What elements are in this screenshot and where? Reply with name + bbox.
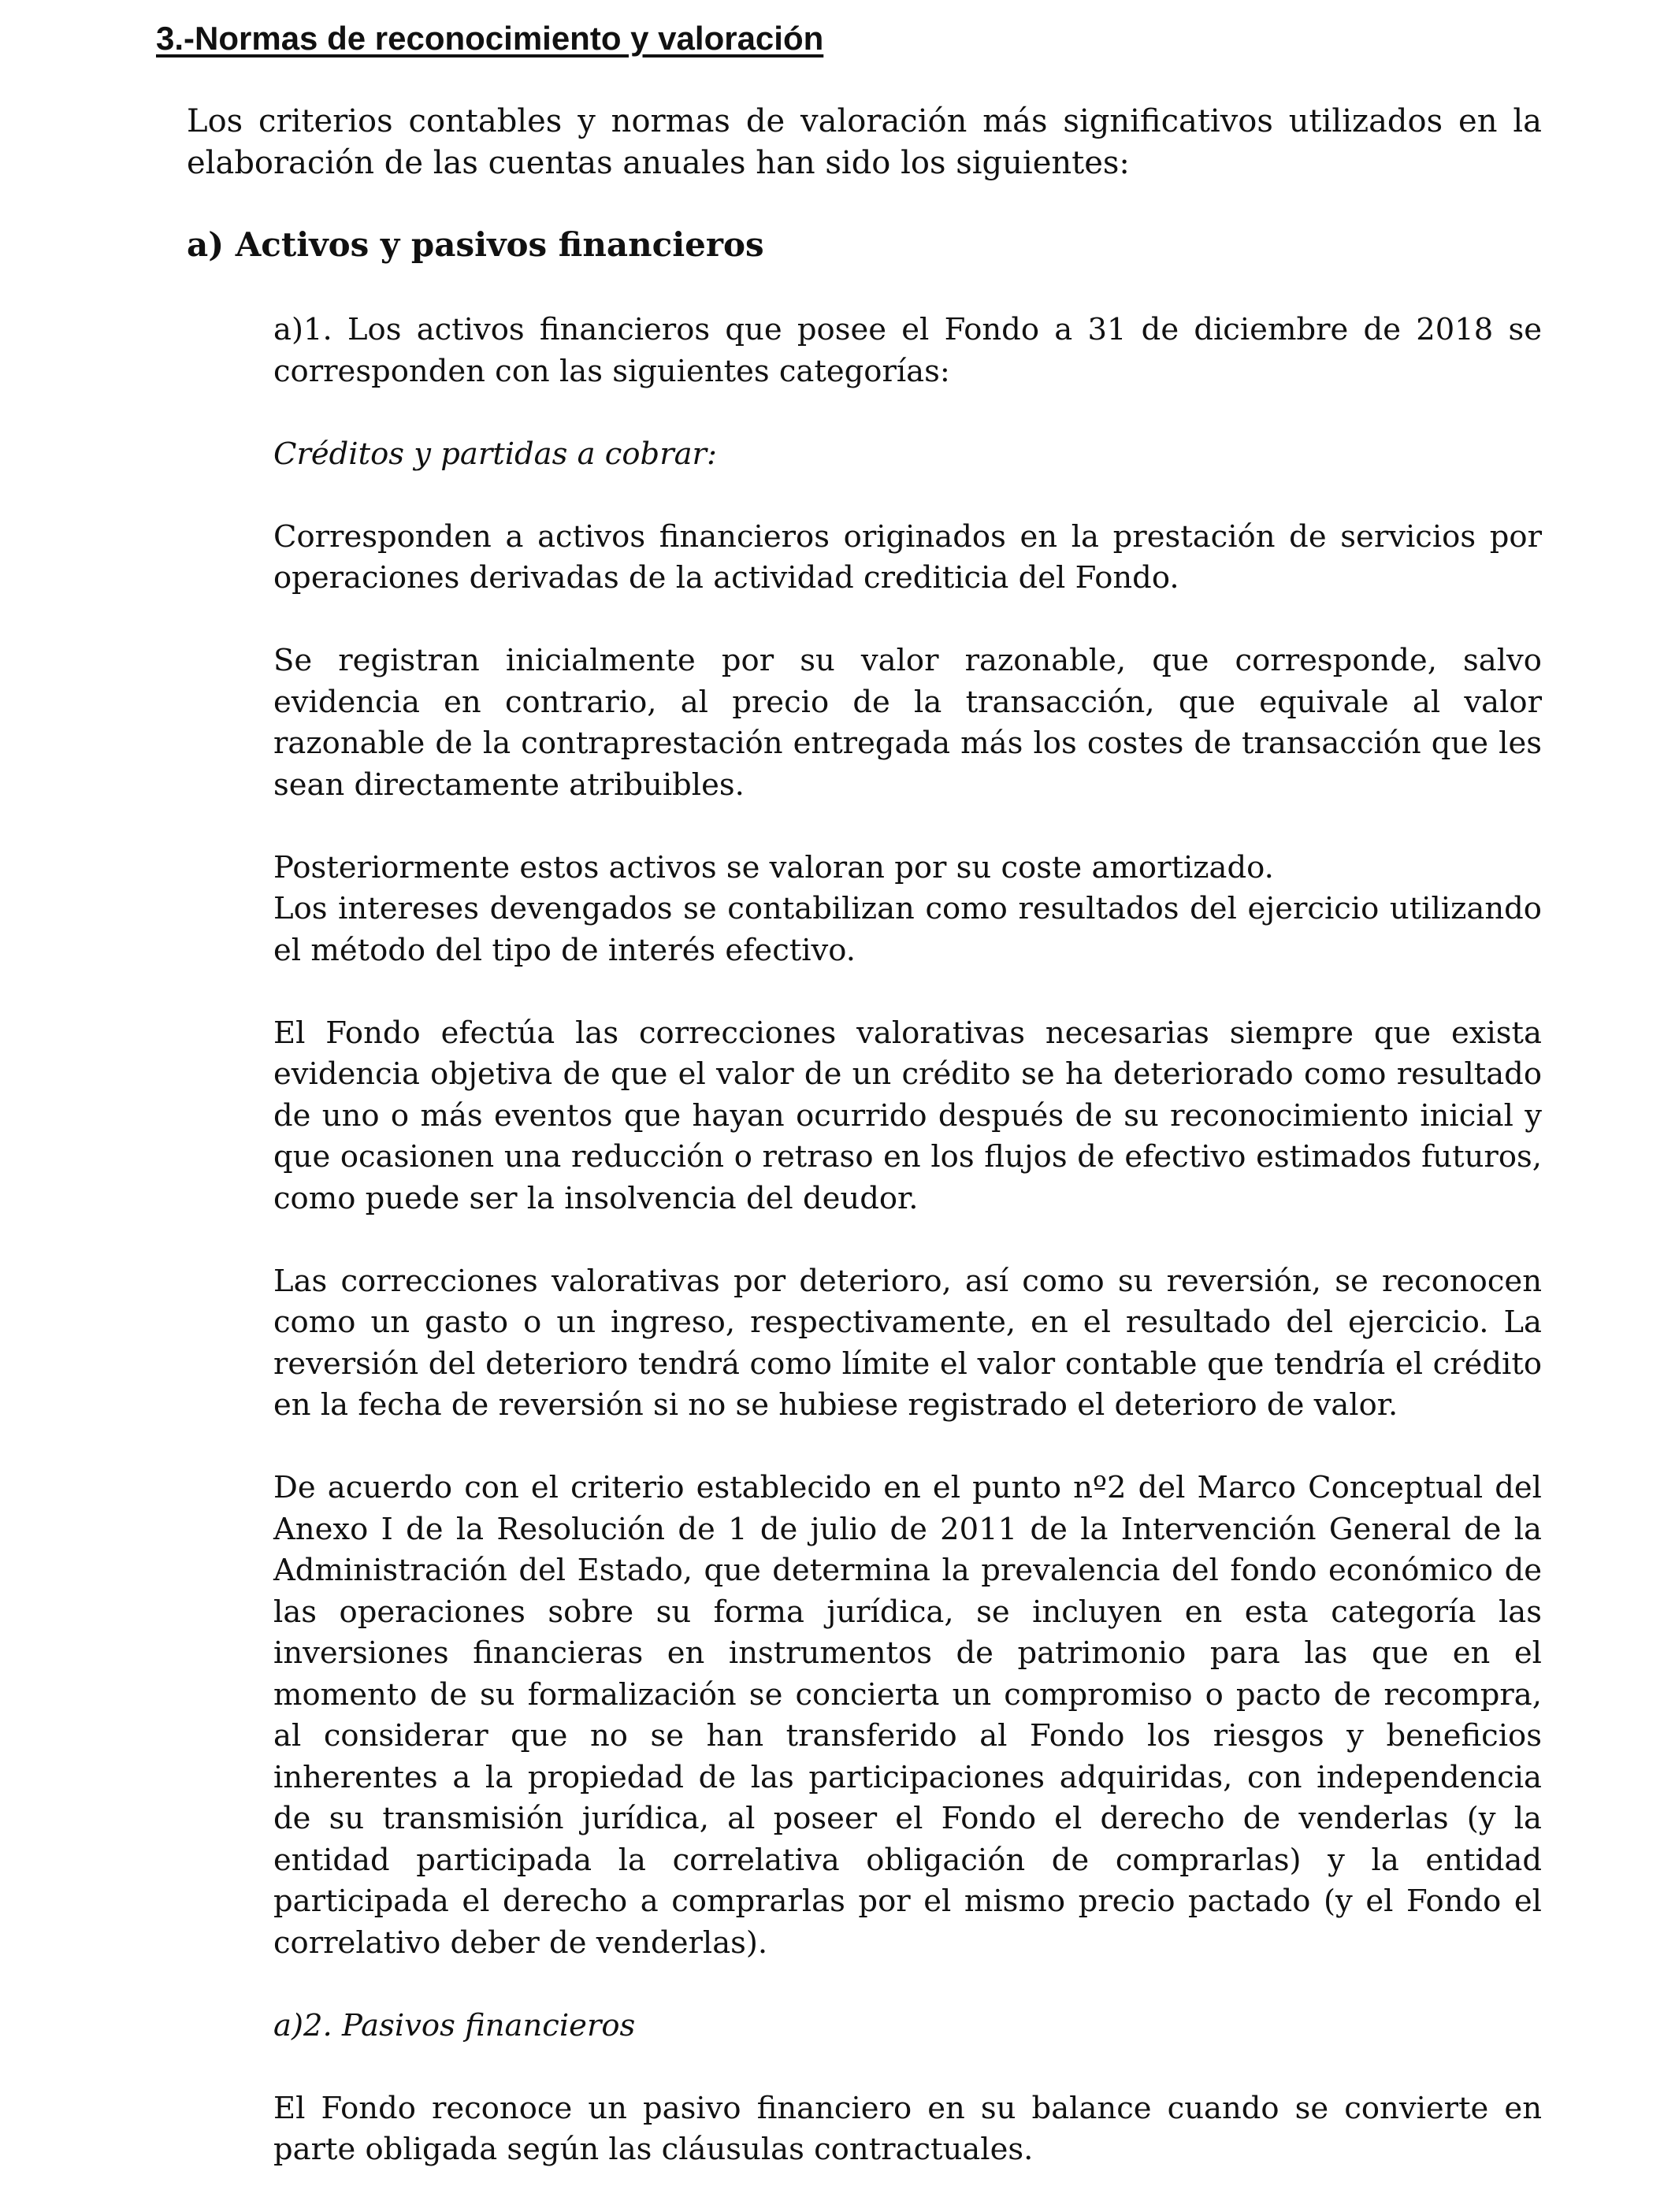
paragraph-correcciones: El Fondo efectúa las correcciones valorativas necesarias siempre que exista evidencia objetiva de que el valor de un crédito se ha deteriorado como resultado de uno o más eventos que hayan ocurrido después de su reconocimiento inicial y que ocasionen una reducción o retraso en los flujos de efectivo estimados futuros, como puede ser la insolvencia del deudor. <box>273 1015 1542 1216</box>
section-title: 3.-Normas de reconocimiento y valoración <box>156 20 824 57</box>
body-text <box>273 310 1542 2212</box>
paragraph-marco-conceptual: De acuerdo con el criterio establecido en el punto nº2 del Marco Conceptual del Anexo I de la Resolución de 1 de julio de 2011 de la Intervención General de la Administración del Estado, que determina la prevalencia del fondo económico de las operaciones sobre su forma jurídica, se incluyen en esta categoría las inversiones financieras en instrumentos de patrimonio para las que en el momento de su formalización se concierta un compromiso o pacto de recompra, al considerar que no se han transferido al Fondo los riesgos y beneficios inherentes a la propiedad de las participaciones adquiridas, con independencia de su transmisión jurídica, al poseer el Fondo el derecho de venderlas (y la entidad participada la correlativa obligación de comprarlas) y la entidad participada el derecho a comprarlas por el mismo precio pactado (y el Fondo el correlativo deber de venderlas). <box>273 1470 1542 1961</box>
paragraph-coste-amortizado: Posteriormente estos activos se valoran por su coste amortizado. <box>273 849 1274 885</box>
paragraph-pasivos-heading: a)2. Pasivos financieros <box>273 2007 636 2043</box>
subheading-activos-pasivos: a) Activos y pasivos financieros <box>187 225 764 264</box>
paragraph-activos-categorias: a)1. Los activos financieros que posee el Fondo a 31 de diciembre de 2018 se corresponden con las siguientes categorías: <box>273 312 1542 389</box>
paragraph-creditos-heading: Créditos y partidas a cobrar: <box>273 436 717 472</box>
paragraph-deterioro: Las correcciones valorativas por deterioro, así como su reversión, se reconocen como un gasto o un ingreso, respectivamente, en el resultado del ejercicio. La reversión del deterioro tendrá como límite el valor contable que tendría el crédito en la fecha de reversión si no se hubiese registrado el deterioro de valor. <box>273 1263 1542 1423</box>
paragraph-corresponden: Corresponden a activos financieros originados en la prestación de servicios por operaciones derivadas de la actividad crediticia del Fondo. <box>273 518 1542 596</box>
paragraph-registro-inicial: Se registran inicialmente por su valor razonable, que corresponde, salvo evidencia en contrario, al precio de la transacción, que equivale al valor razonable de la contraprestación entregada más los costes de transacción que les sean directamente atribuibles. <box>273 643 1542 803</box>
paragraph-pasivo-reconocimiento: El Fondo reconoce un pasivo financiero en su balance cuando se convierte en parte obligada según las cláusulas contractuales. <box>273 2090 1542 2167</box>
intro-paragraph: Los criterios contables y normas de valoración más significativos utilizados en la elaboración de las cuentas anuales han sido los siguientes: <box>187 103 1542 181</box>
paragraph-intereses: Los intereses devengados se contabilizan como resultados del ejercicio utilizando el método del tipo de interés efectivo. <box>273 891 1542 968</box>
